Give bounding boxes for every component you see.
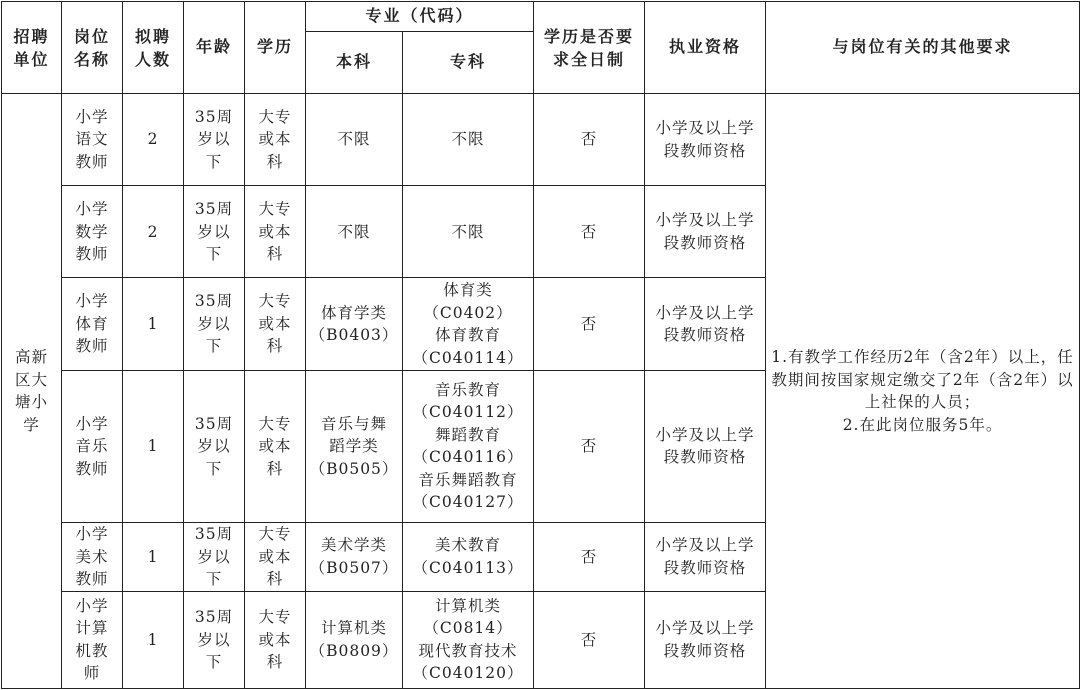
header-junior-college: 专科 <box>403 32 534 94</box>
hire-count-text: 1 <box>147 547 159 566</box>
full-time-required-text: 否 <box>580 630 598 649</box>
junior-college-major-line: 计算机类 <box>435 596 502 615</box>
full-time-required <box>534 278 645 370</box>
position-name <box>62 591 123 688</box>
bachelor-major-line: （B0505） <box>309 459 399 478</box>
header-education: 学历 <box>245 2 306 94</box>
full-time-required <box>534 523 645 592</box>
age-requirement-text: 35周岁以下 <box>194 107 234 171</box>
position-name-text: 小学语文教师 <box>75 107 109 171</box>
hire-count-text: 1 <box>147 437 159 456</box>
education-requirement-text: 大专或本科 <box>258 292 292 356</box>
junior-college-major-line: 现代教育技术 <box>418 641 518 660</box>
junior-college-major <box>403 278 534 370</box>
hire-count <box>123 523 184 592</box>
bachelor-major-line: 不限 <box>337 130 371 149</box>
header-qualification: 执业资格 <box>645 2 766 94</box>
hire-count <box>123 186 184 278</box>
junior-college-major-line: 音乐教育 <box>435 380 502 399</box>
teacher-qualification <box>645 278 766 370</box>
other-requirements <box>766 94 1080 689</box>
education-requirement-text: 大专或本科 <box>258 414 292 478</box>
unit-cell <box>2 94 62 689</box>
teacher-qualification-text: 小学及以上学段教师资格 <box>655 119 755 160</box>
teacher-qualification <box>645 523 766 592</box>
age-requirement-text: 35周岁以下 <box>194 525 234 589</box>
full-time-required <box>534 591 645 688</box>
junior-college-major-line: （C0402） <box>423 303 513 322</box>
age-requirement <box>184 186 245 278</box>
teacher-qualification <box>645 591 766 688</box>
bachelor-major-line: 蹈学类 <box>329 437 379 456</box>
age-requirement <box>184 278 245 370</box>
hire-count-text: 1 <box>147 630 159 649</box>
teacher-qualification-text: 小学及以上学段教师资格 <box>655 536 755 577</box>
bachelor-major-line: 音乐与舞 <box>320 414 387 433</box>
junior-college-major <box>403 591 534 688</box>
header-bachelor: 本科 <box>306 32 403 94</box>
position-name-text: 小学计算机教师 <box>75 596 109 683</box>
bachelor-major-line: 美术学类 <box>320 536 387 555</box>
bachelor-major-line: （B0809） <box>309 641 399 660</box>
full-time-required <box>534 370 645 522</box>
hire-count <box>123 94 184 186</box>
bachelor-major-line: 不限 <box>337 222 371 241</box>
full-time-required-text: 否 <box>580 130 598 149</box>
bachelor-major-line: （B0507） <box>309 558 399 577</box>
junior-college-major-line: 不限 <box>451 130 485 149</box>
unit-cell-text: 高新区大塘小学 <box>14 348 48 434</box>
position-name-text: 小学体育教师 <box>75 292 109 356</box>
junior-college-major-line: 音乐舞蹈教育 <box>418 470 518 489</box>
full-time-required <box>534 94 645 186</box>
table-row <box>2 94 1080 186</box>
age-requirement-text: 35周岁以下 <box>194 200 234 264</box>
bachelor-major <box>306 591 403 688</box>
hire-count <box>123 591 184 688</box>
recruitment-table <box>1 1 1080 689</box>
junior-college-major-line: （C040120） <box>412 664 524 683</box>
hire-count-text: 2 <box>147 130 159 149</box>
bachelor-major <box>306 370 403 522</box>
bachelor-major <box>306 523 403 592</box>
junior-college-major-line: 不限 <box>451 222 485 241</box>
junior-college-major <box>403 523 534 592</box>
junior-college-major-line: （C0814） <box>423 619 513 638</box>
full-time-required-text: 否 <box>580 437 598 456</box>
hire-count-text: 1 <box>147 314 159 333</box>
teacher-qualification-text: 小学及以上学段教师资格 <box>655 211 755 252</box>
hire-count-text: 2 <box>147 222 159 241</box>
position-name <box>62 370 123 522</box>
junior-college-major-line: （C040127） <box>412 493 524 512</box>
junior-college-major-line: （C040116） <box>412 448 524 467</box>
full-time-required-text: 否 <box>580 314 598 333</box>
bachelor-major <box>306 94 403 186</box>
age-requirement <box>184 94 245 186</box>
junior-college-major-line: （C040113） <box>412 558 524 577</box>
position-name <box>62 523 123 592</box>
hire-count <box>123 278 184 370</box>
junior-college-major-line: 体育教育 <box>435 326 502 345</box>
bachelor-major-line: 计算机类 <box>320 619 387 638</box>
education-requirement <box>245 186 306 278</box>
education-requirement <box>245 591 306 688</box>
position-name-text: 小学音乐教师 <box>75 414 109 478</box>
age-requirement <box>184 523 245 592</box>
header-age: 年龄 <box>184 2 245 94</box>
header-other: 与岗位有关的其他要求 <box>766 2 1080 94</box>
teacher-qualification-text: 小学及以上学段教师资格 <box>655 303 755 345</box>
position-name-text: 小学数学教师 <box>75 200 109 264</box>
full-time-required-text: 否 <box>580 547 598 566</box>
education-requirement <box>245 94 306 186</box>
position-name-text: 小学美术教师 <box>75 525 109 589</box>
education-requirement <box>245 278 306 370</box>
header-count: 拟聘人数 <box>123 2 184 94</box>
teacher-qualification <box>645 186 766 278</box>
education-requirement-text: 大专或本科 <box>258 525 292 589</box>
junior-college-major-line: （C040114） <box>412 348 524 367</box>
position-name <box>62 278 123 370</box>
age-requirement-text: 35周岁以下 <box>194 414 234 478</box>
age-requirement <box>184 591 245 688</box>
position-name <box>62 186 123 278</box>
education-requirement <box>245 370 306 522</box>
full-time-required <box>534 186 645 278</box>
junior-college-major-line: （C040112） <box>412 403 524 422</box>
bachelor-major <box>306 278 403 370</box>
bachelor-major-line: （B0403） <box>309 326 399 345</box>
junior-college-major <box>403 186 534 278</box>
header-unit: 招聘单位 <box>2 2 62 94</box>
junior-college-major-line: 美术教育 <box>435 536 502 555</box>
position-name <box>62 94 123 186</box>
bachelor-major-line: 体育学类 <box>320 303 387 322</box>
table-body <box>2 94 1080 689</box>
age-requirement-text: 35周岁以下 <box>194 292 234 356</box>
education-requirement-text: 大专或本科 <box>258 200 292 264</box>
teacher-qualification <box>645 370 766 522</box>
education-requirement-text: 大专或本科 <box>258 608 292 672</box>
education-requirement-text: 大专或本科 <box>258 107 292 171</box>
bachelor-major <box>306 186 403 278</box>
age-requirement <box>184 370 245 522</box>
education-requirement <box>245 523 306 592</box>
other-requirement-item: 2.在此岗位服务5年。 <box>842 415 1003 434</box>
junior-college-major <box>403 94 534 186</box>
header-full-time: 学历是否要求全日制 <box>534 2 645 94</box>
header-position: 岗位名称 <box>62 2 123 94</box>
header-major-group: 专业（代码） <box>306 2 534 32</box>
age-requirement-text: 35周岁以下 <box>194 608 234 672</box>
teacher-qualification-text: 小学及以上学段教师资格 <box>655 425 755 467</box>
hire-count <box>123 370 184 522</box>
other-requirement-item: 1.有教学工作经历2年（含2年）以上，任教期间按国家规定缴交了2年（含2年）以上社保的人员； <box>771 348 1074 411</box>
junior-college-major <box>403 370 534 522</box>
full-time-required-text: 否 <box>580 222 598 241</box>
teacher-qualification <box>645 94 766 186</box>
junior-college-major-line: 体育类 <box>443 281 493 300</box>
junior-college-major-line: 舞蹈教育 <box>435 425 502 444</box>
teacher-qualification-text: 小学及以上学段教师资格 <box>655 619 755 660</box>
